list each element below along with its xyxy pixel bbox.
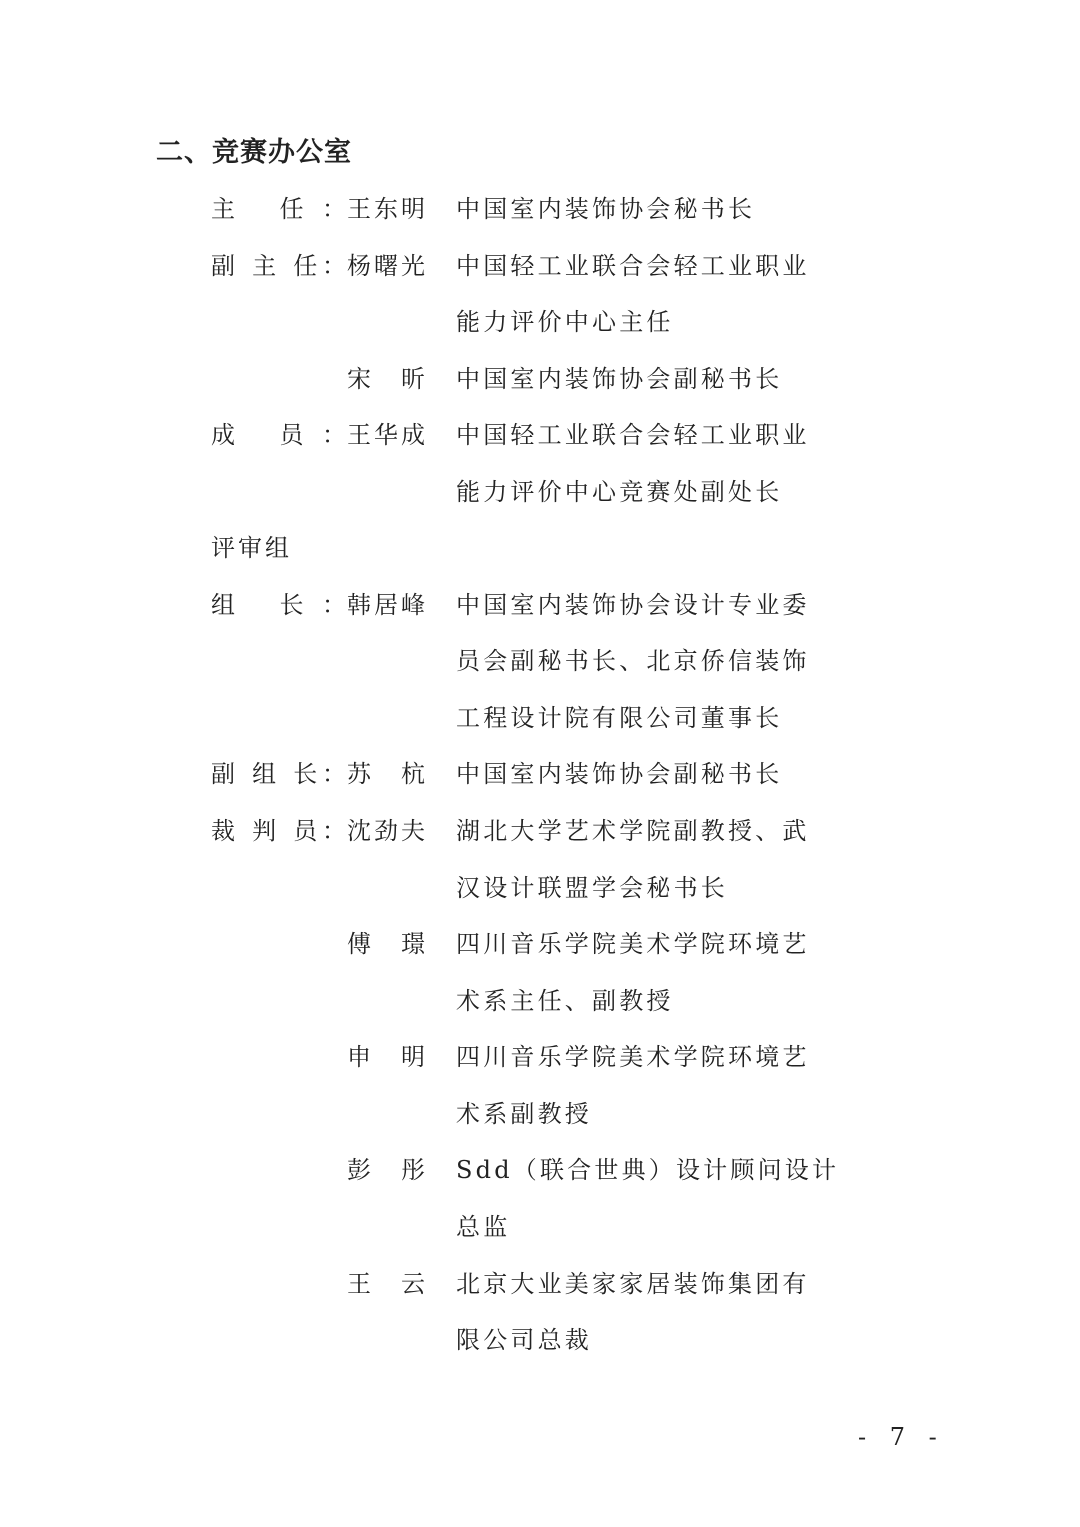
list-item-continuation	[0, 1324, 1080, 1356]
group-label: 评审组	[211, 534, 292, 562]
role-label: 副 主 任：	[211, 252, 346, 280]
person-title: 总监	[456, 1213, 511, 1241]
person-name: 申 明	[347, 1043, 425, 1071]
list-item	[0, 758, 1080, 790]
person-title: 中国轻工业联合会轻工业职业	[456, 252, 810, 280]
person-title: 中国室内装饰协会副秘书长	[456, 760, 783, 788]
list-item	[0, 928, 1080, 960]
person-title: 员会副秘书长、北京侨信装饰	[456, 647, 810, 675]
list-item-continuation	[0, 645, 1080, 677]
list-item-continuation	[0, 1211, 1080, 1243]
list-item	[0, 1041, 1080, 1073]
list-item	[0, 1268, 1080, 1300]
person-title: 北京大业美家家居装饰集团有	[456, 1270, 810, 1298]
list-item-continuation	[0, 985, 1080, 1017]
role-label: 组 长：	[211, 591, 346, 619]
list-item	[0, 1154, 1080, 1186]
person-title: 术系主任、副教授	[456, 987, 674, 1015]
person-title: Sdd（联合世典）设计顾问设计	[456, 1156, 840, 1184]
person-name: 王华成	[347, 421, 425, 449]
person-title: 中国室内装饰协会设计专业委	[456, 591, 810, 619]
list-item	[0, 193, 1080, 225]
person-title: 中国室内装饰协会秘书长	[456, 195, 756, 223]
person-title: 中国室内装饰协会副秘书长	[456, 365, 783, 393]
list-item	[0, 419, 1080, 451]
person-title: 四川音乐学院美术学院环境艺	[456, 1043, 810, 1071]
group-heading	[0, 532, 1080, 564]
person-title: 能力评价中心主任	[456, 308, 674, 336]
person-name: 王 云	[347, 1270, 425, 1298]
list-item	[0, 250, 1080, 282]
list-item-continuation	[0, 1098, 1080, 1130]
person-name: 杨曙光	[347, 252, 425, 280]
person-name: 苏 杭	[347, 760, 425, 788]
list-item-continuation	[0, 702, 1080, 734]
role-label: 主 任：	[211, 195, 346, 223]
list-item	[0, 815, 1080, 847]
person-title: 工程设计院有限公司董事长	[456, 704, 783, 732]
person-title: 中国轻工业联合会轻工业职业	[456, 421, 810, 449]
person-title: 四川音乐学院美术学院环境艺	[456, 930, 810, 958]
person-title: 能力评价中心竞赛处副处长	[456, 478, 783, 506]
list-item	[0, 363, 1080, 395]
list-item	[0, 589, 1080, 621]
person-title: 术系副教授	[456, 1100, 592, 1128]
role-label: 成 员：	[211, 421, 346, 449]
person-name: 宋 昕	[347, 365, 425, 393]
person-name: 沈劲夫	[347, 817, 425, 845]
person-name: 彭 彤	[347, 1156, 425, 1184]
person-title: 限公司总裁	[456, 1326, 592, 1354]
section-heading: 二、竞赛办公室	[156, 137, 352, 168]
person-title: 汉设计联盟学会秘书长	[456, 874, 728, 902]
person-name: 韩居峰	[347, 591, 425, 619]
role-label: 副 组 长：	[211, 760, 346, 788]
person-name: 王东明	[347, 195, 425, 223]
page-number: - 7 -	[858, 1423, 945, 1451]
list-item-continuation	[0, 872, 1080, 904]
person-title: 湖北大学艺术学院副教授、武	[456, 817, 810, 845]
person-name: 傅 璟	[347, 930, 425, 958]
list-item-continuation	[0, 476, 1080, 508]
list-item-continuation	[0, 306, 1080, 338]
role-label: 裁 判 员：	[211, 817, 346, 845]
